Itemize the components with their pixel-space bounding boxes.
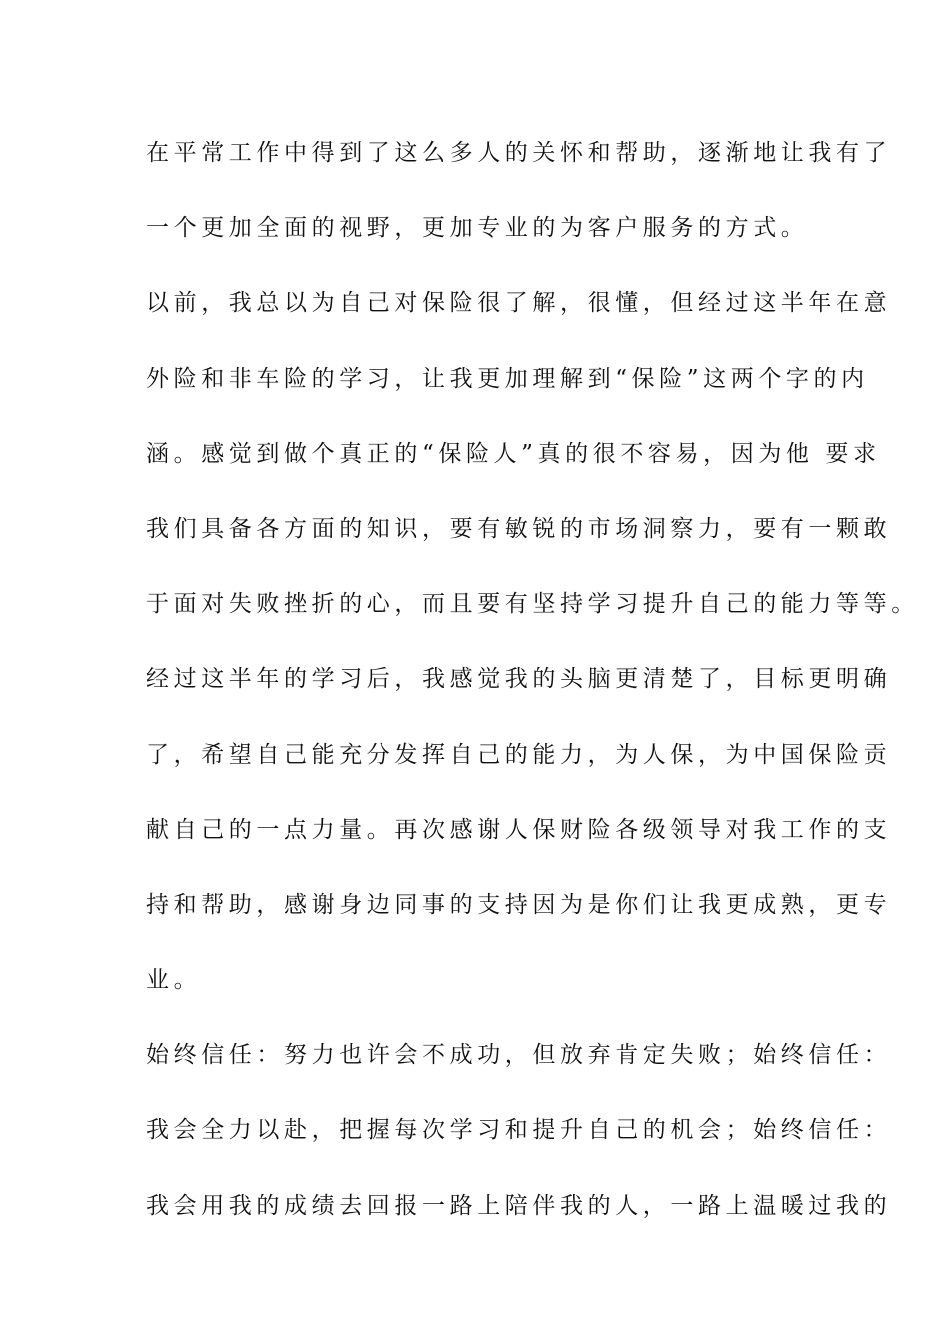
text-line: 一个更加全面的视野，更加专业的为客户服务的方式。 bbox=[146, 215, 809, 242]
text-line: 于面对失败挫折的心，而且要有坚持学习提升自己的能力等等。 bbox=[146, 591, 919, 618]
text-line: 在平常工作中得到了这么多人的关怀和帮助，逐渐地让我有了 bbox=[146, 140, 892, 166]
text-line: 我们具备各方面的知识，要有敏锐的市场洞察力，要有一颗敢 bbox=[146, 515, 892, 542]
text-line: 以前，我总以为自己对保险很了解，很懂，但经过这半年在意 bbox=[146, 290, 892, 317]
text-line: 业。 bbox=[146, 967, 202, 994]
text-line: 我会用我的成绩去回报一路上陪伴我的人，一路上温暖过我的 bbox=[146, 1192, 892, 1219]
text-line: 经过这半年的学习后，我感觉我的头脑更清楚了，目标更明确 bbox=[146, 666, 892, 693]
text-line: 献自己的一点力量。再次感谢人保财险各级领导对我工作的支 bbox=[146, 816, 892, 843]
text-line: 我会全力以赴，把握每次学习和提升自己的机会；始终信任： bbox=[146, 1117, 892, 1144]
text-line: 了，希望自己能充分发挥自己的能力，为人保，为中国保险贡 bbox=[146, 741, 892, 768]
text-line: 持和帮助，感谢身边同事的支持因为是你们让我更成熟，更专 bbox=[146, 891, 892, 918]
text-line: 涵。感觉到做个真正的“保险人”真的很不容易，因为他 要求 bbox=[146, 440, 881, 467]
text-line: 外险和非车险的学习，让我更加理解到“保险”这两个字的内 bbox=[146, 365, 869, 392]
body-text bbox=[146, 130, 919, 1258]
text-line: 始终信任：努力也许会不成功，但放弃肯定失败；始终信任： bbox=[146, 1042, 892, 1069]
